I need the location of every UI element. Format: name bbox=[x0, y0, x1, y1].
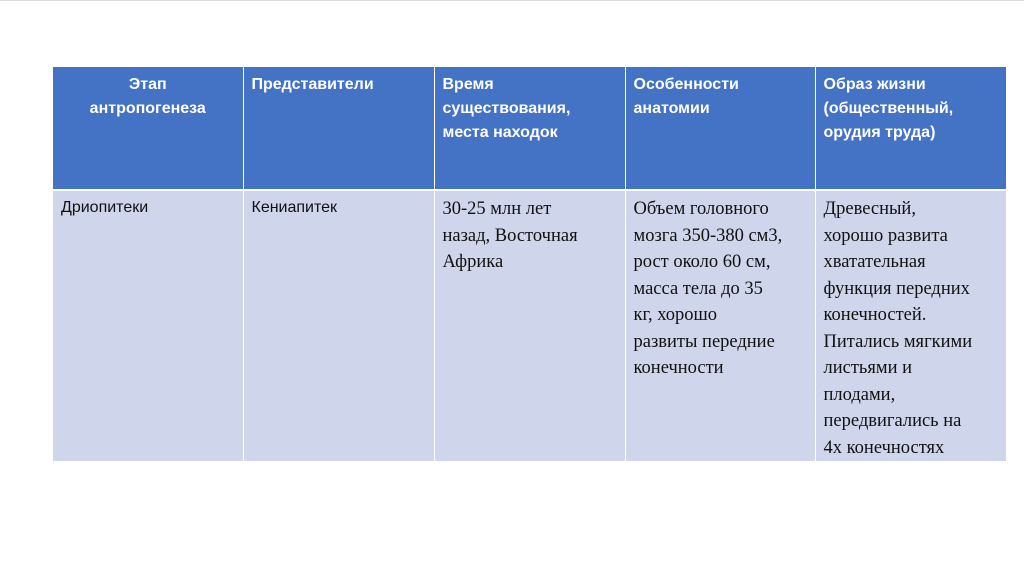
cell-anatomy: Объем головного мозга 350-380 см3, рост около 60 см, масса тела до 35 кг, хорошо развиты передние конечности bbox=[625, 190, 815, 461]
cell-lifestyle: Древесный, хорошо развита хватательная функция передних конечностей. Питались мягкими листьями и плодами, передвигались на 4х конечностях bbox=[815, 190, 1006, 461]
header-representatives: Представители bbox=[243, 67, 434, 190]
slide-top-rule bbox=[0, 0, 1024, 1]
table-row bbox=[53, 190, 1006, 461]
header-stage: Этап антропогенеза bbox=[53, 67, 243, 190]
cell-stage: Дриопитеки bbox=[53, 190, 243, 461]
header-time-and-sites: Время существования, места находок bbox=[434, 67, 625, 190]
cell-representatives: Кениапитек bbox=[243, 190, 434, 461]
header-anatomy: Особенности анатомии bbox=[625, 67, 815, 190]
table-header-row bbox=[53, 67, 1006, 190]
header-lifestyle: Образ жизни (общественный, орудия труда) bbox=[815, 67, 1006, 190]
anthropogenesis-table bbox=[53, 67, 1006, 461]
cell-time-and-sites: 30-25 млн лет назад, Восточная Африка bbox=[434, 190, 625, 461]
